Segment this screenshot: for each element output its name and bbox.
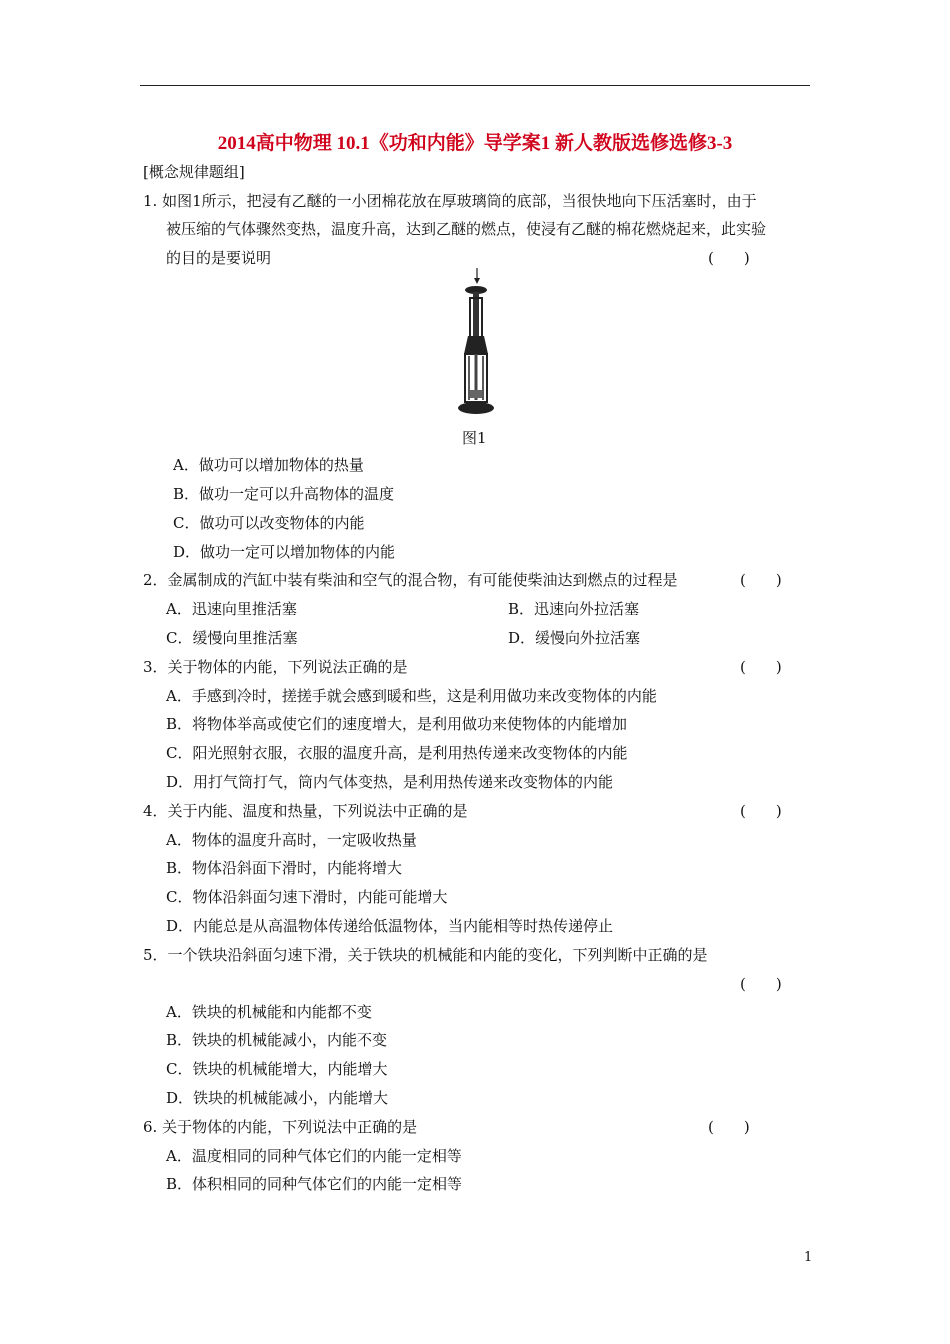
q6-stem: 6. 关于物体的内能，下列说法中正确的是 bbox=[143, 1118, 418, 1136]
q5-answer-blank: ( ) bbox=[740, 975, 782, 993]
q5-option-c: C．铁块的机械能增大，内能增大 bbox=[166, 1060, 388, 1078]
page-number: 1 bbox=[804, 1250, 813, 1265]
q2-option-b: B．迅速向外拉活塞 bbox=[508, 600, 640, 618]
q5-stem: 5．一个铁块沿斜面匀速下滑，关于铁块的机械能和内能的变化，下列判断中正确的是 bbox=[143, 946, 708, 964]
q2-option-c: C．缓慢向里推活塞 bbox=[166, 629, 298, 647]
section-heading: [概念规律题组] bbox=[143, 163, 245, 181]
q6-option-b: B．体积相同的同种气体它们的内能一定相等 bbox=[166, 1175, 463, 1193]
q5-option-d: D．铁块的机械能减小，内能增大 bbox=[166, 1089, 389, 1107]
q5-option-a: A．铁块的机械能和内能都不变 bbox=[166, 1003, 372, 1021]
q1-stem-line1: 1. 如图1所示，把浸有乙醚的一小团棉花放在厚玻璃筒的底部，当很快地向下压活塞时，由于 bbox=[143, 192, 757, 210]
q3-option-b: B．将物体举高或使它们的速度增大，是利用做功来使物体的内能增加 bbox=[166, 715, 628, 733]
q3-option-d: D．用打气筒打气，筒内气体变热，是利用热传递来改变物体的内能 bbox=[166, 773, 614, 791]
q6-answer-blank: ( ) bbox=[708, 1118, 750, 1136]
q1-stem-line2: 被压缩的气体骤然变热，温度升高，达到乙醚的燃点，使浸有乙醚的棉花燃烧起来，此实验 bbox=[166, 220, 767, 238]
document-title: 2014高中物理 10.1《功和内能》导学案1 新人教版选修选修3-3 bbox=[217, 133, 733, 154]
q4-stem: 4．关于内能、温度和热量，下列说法中正确的是 bbox=[143, 802, 468, 820]
q3-option-a: A．手感到冷时，搓搓手就会感到暖和些，这是利用做功来改变物体的内能 bbox=[166, 687, 657, 705]
q4-option-a: A．物体的温度升高时，一定吸收热量 bbox=[166, 831, 417, 849]
q3-option-c: C．阳光照射衣服，衣服的温度升高，是利用热传递来改变物体的内能 bbox=[166, 744, 628, 762]
q3-stem: 3．关于物体的内能，下列说法正确的是 bbox=[143, 658, 408, 676]
q1-answer-blank: ( ) bbox=[708, 249, 750, 267]
piston-cylinder-figure bbox=[452, 268, 498, 420]
q6-option-a: A．温度相同的同种气体它们的内能一定相等 bbox=[166, 1147, 462, 1165]
q1-option-a: A．做功可以增加物体的热量 bbox=[173, 456, 364, 474]
q2-option-a: A．迅速向里推活塞 bbox=[166, 600, 297, 618]
q4-option-c: C．物体沿斜面匀速下滑时，内能可能增大 bbox=[166, 888, 448, 906]
q3-answer-blank: ( ) bbox=[740, 658, 782, 676]
q4-option-d: D．内能总是从高温物体传递给低温物体，当内能相等时热传递停止 bbox=[166, 917, 614, 935]
q1-stem-line3: 的目的是要说明 bbox=[166, 249, 272, 267]
figure-caption: 图1 bbox=[462, 429, 487, 447]
header-rule bbox=[140, 85, 810, 86]
q2-option-d: D．缓慢向外拉活塞 bbox=[508, 629, 641, 647]
q4-option-b: B．物体沿斜面下滑时，内能将增大 bbox=[166, 859, 403, 877]
q2-answer-blank: ( ) bbox=[740, 571, 782, 589]
q2-stem: 2．金属制成的汽缸中装有柴油和空气的混合物，有可能使柴油达到燃点的过程是 bbox=[143, 571, 678, 589]
q5-option-b: B．铁块的机械能减小，内能不变 bbox=[166, 1031, 388, 1049]
q1-option-b: B．做功一定可以升高物体的温度 bbox=[173, 485, 395, 503]
q1-option-d: D．做功一定可以增加物体的内能 bbox=[173, 543, 396, 561]
q1-option-c: C．做功可以改变物体的内能 bbox=[173, 514, 365, 532]
q4-answer-blank: ( ) bbox=[740, 802, 782, 820]
